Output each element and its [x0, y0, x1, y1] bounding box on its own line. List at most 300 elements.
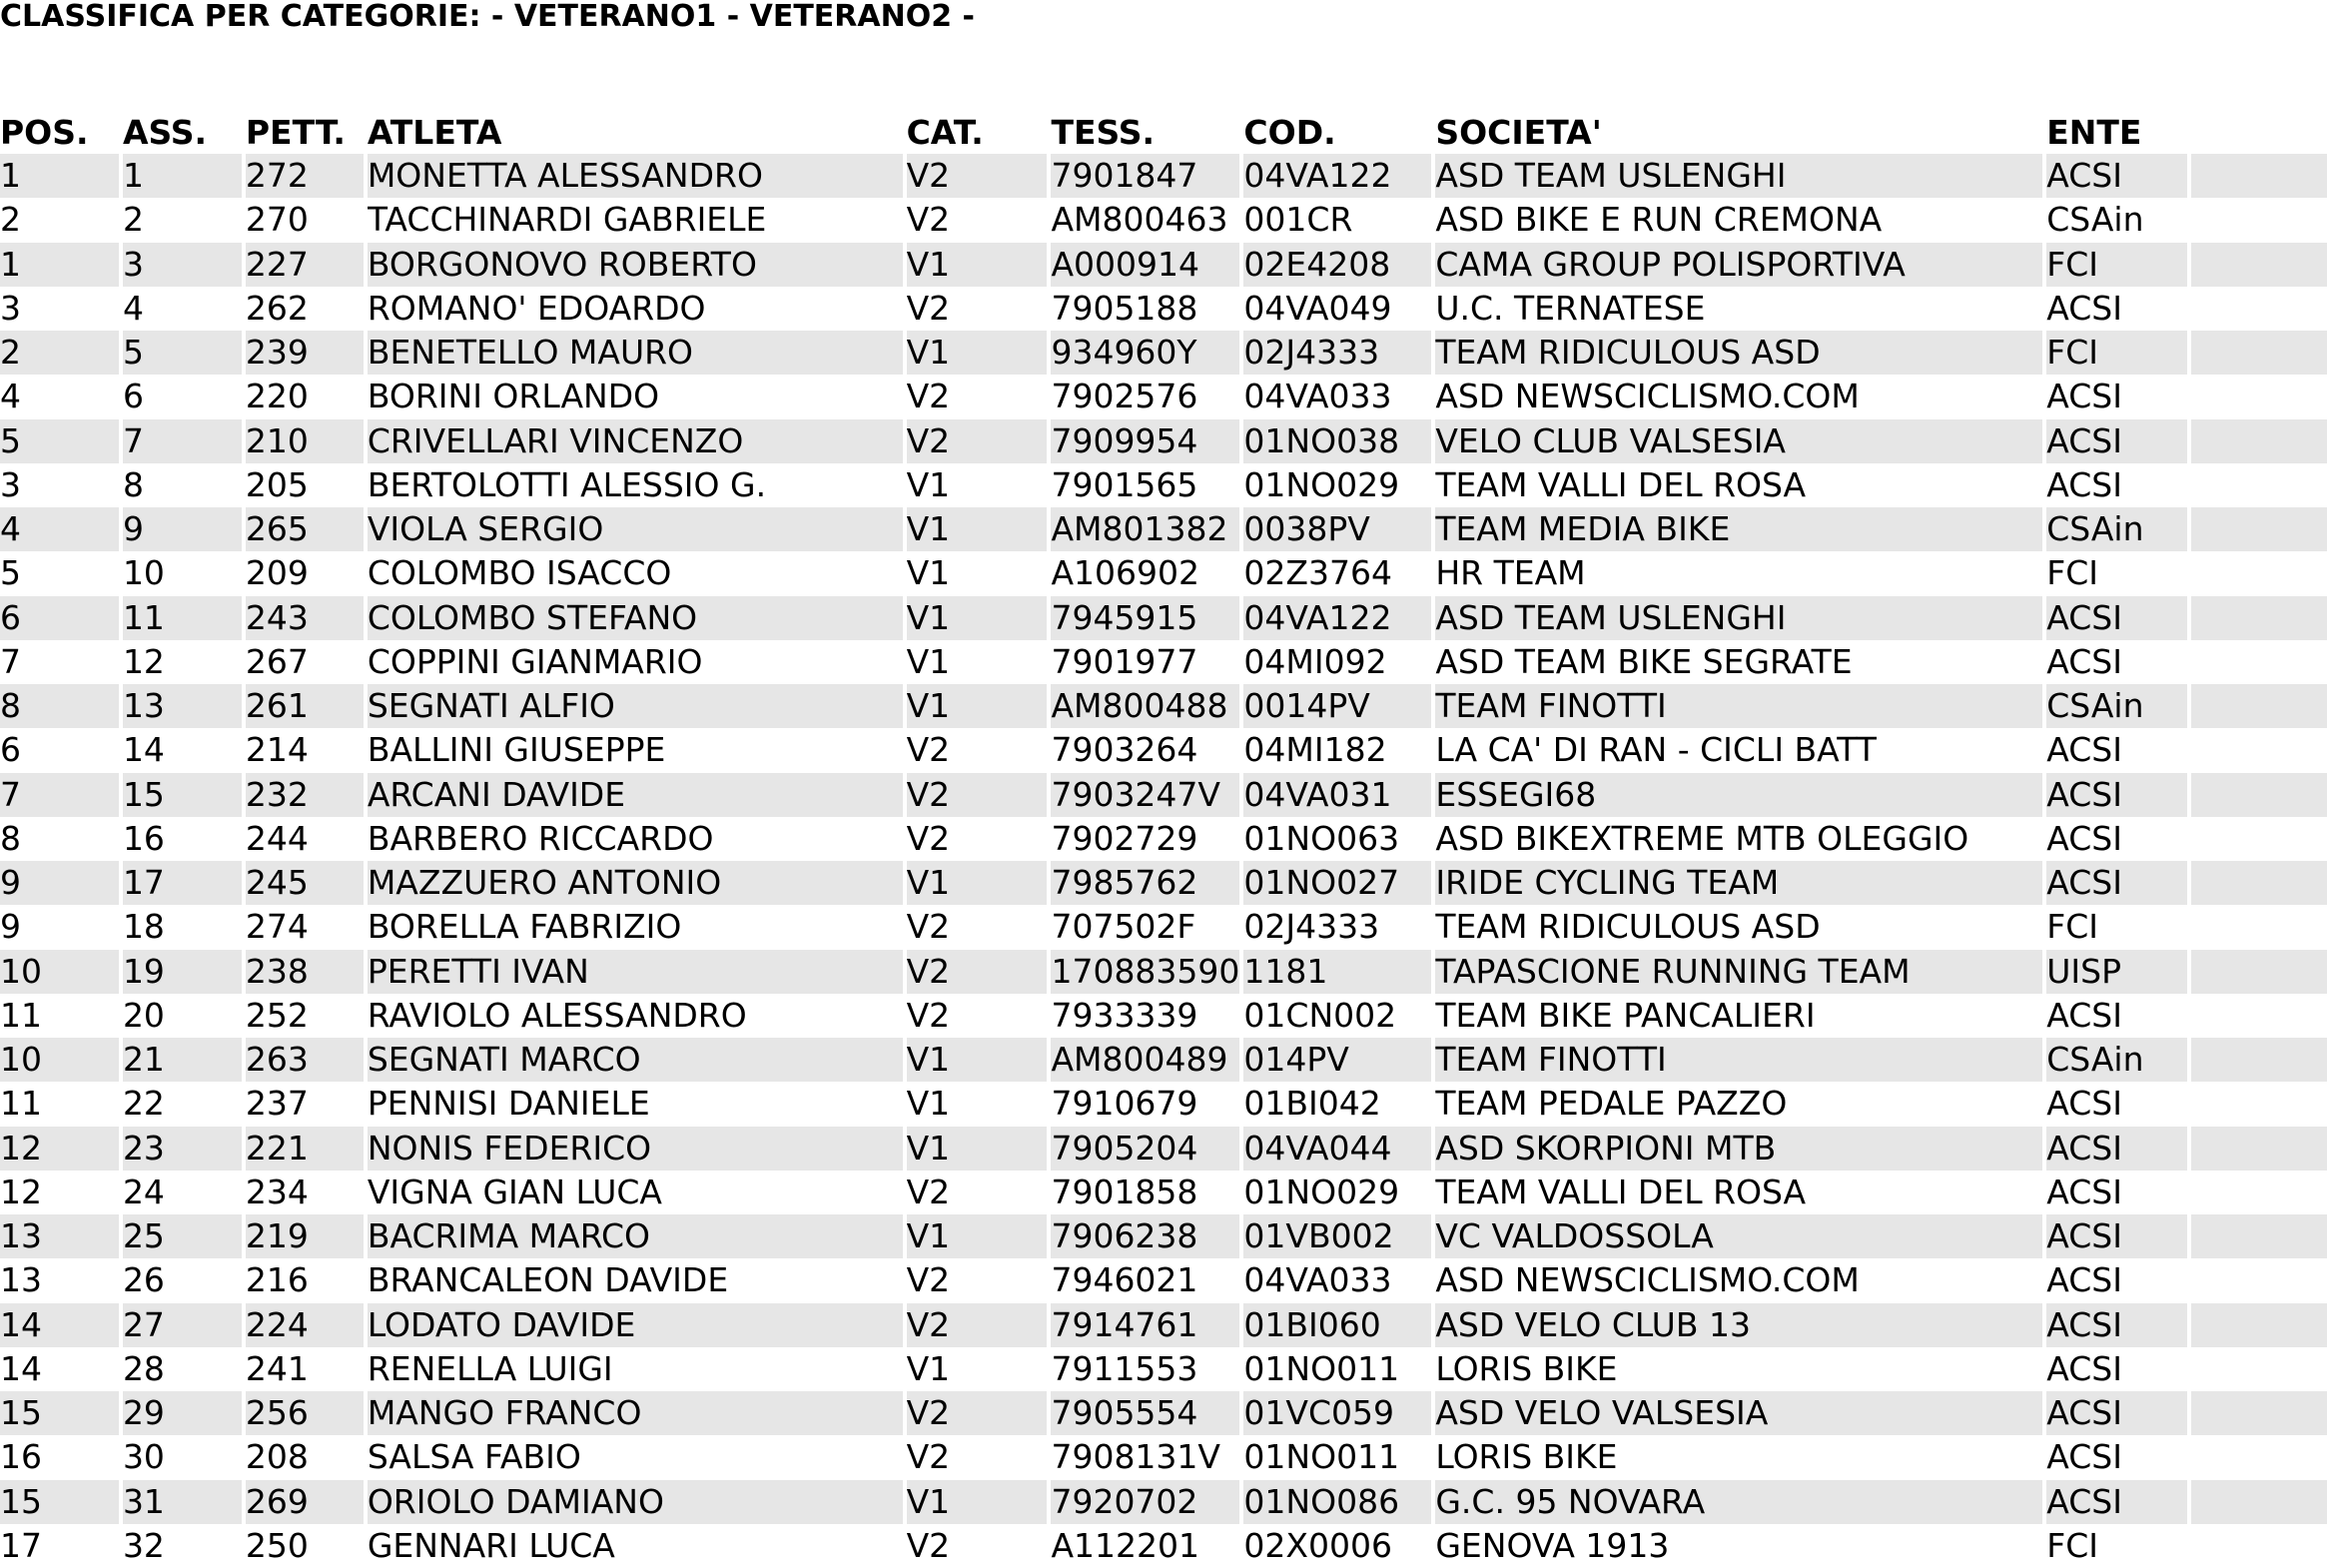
- cell-empty: [2191, 1480, 2331, 1524]
- cell-atleta: GENNARI LUCA: [368, 1524, 907, 1568]
- column-header-tess: TESS.: [1051, 113, 1156, 152]
- cell-societa: ASD BIKEXTREME MTB OLEGGIO: [1435, 817, 2046, 861]
- cell-cat: V2: [907, 1171, 1052, 1214]
- cell-empty: [2191, 1038, 2331, 1082]
- table-row: [0, 1391, 2331, 1435]
- cell-pett: 209: [246, 551, 368, 595]
- cell-ente: ACSI: [2046, 1082, 2191, 1126]
- cell-pos: 13: [0, 1214, 123, 1258]
- cell-societa: ASD TEAM BIKE SEGRATE: [1435, 640, 2046, 684]
- cell-tess: AM800489: [1051, 1038, 1243, 1082]
- cell-cat: V2: [907, 154, 1052, 198]
- cell-ass: 21: [123, 1038, 246, 1082]
- cell-cod: 01VC059: [1243, 1391, 1435, 1435]
- cell-pos: 15: [0, 1480, 123, 1524]
- cell-ass: 1: [123, 154, 246, 198]
- cell-ente: ACSI: [2046, 1258, 2191, 1302]
- cell-societa: HR TEAM: [1435, 551, 2046, 595]
- cell-tess: 7901977: [1051, 640, 1243, 684]
- column-header-ente: ENTE: [2046, 113, 2142, 152]
- cell-atleta: PERETTI IVAN: [368, 950, 907, 994]
- cell-pett: 239: [246, 331, 368, 375]
- cell-cod: 1181: [1243, 950, 1435, 994]
- cell-tess: AM801382: [1051, 507, 1243, 551]
- cell-tess: A106902: [1051, 551, 1243, 595]
- cell-ente: CSAin: [2046, 684, 2191, 728]
- cell-societa: U.C. TERNATESE: [1435, 287, 2046, 331]
- cell-societa: LA CA' DI RAN - CICLI BATT: [1435, 728, 2046, 772]
- cell-ass: 20: [123, 994, 246, 1038]
- cell-tess: AM800488: [1051, 684, 1243, 728]
- cell-cod: 02J4333: [1243, 905, 1435, 949]
- cell-societa: TEAM FINOTTI: [1435, 1038, 2046, 1082]
- cell-pos: 1: [0, 154, 123, 198]
- cell-ass: 19: [123, 950, 246, 994]
- cell-ass: 11: [123, 596, 246, 640]
- cell-societa: IRIDE CYCLING TEAM: [1435, 861, 2046, 905]
- cell-societa: ASD TEAM USLENGHI: [1435, 596, 2046, 640]
- cell-tess: 707502F: [1051, 905, 1243, 949]
- cell-tess: 7908131V: [1051, 1435, 1243, 1479]
- cell-cat: V1: [907, 1347, 1052, 1391]
- cell-tess: 170883590: [1051, 950, 1243, 994]
- cell-pett: 244: [246, 817, 368, 861]
- table-row: [0, 1082, 2331, 1126]
- cell-pett: 241: [246, 1347, 368, 1391]
- cell-empty: [2191, 243, 2331, 287]
- cell-tess: AM800463: [1051, 198, 1243, 242]
- cell-pett: 270: [246, 198, 368, 242]
- cell-pos: 12: [0, 1171, 123, 1214]
- column-header-cat: CAT.: [906, 113, 984, 152]
- cell-ente: FCI: [2046, 551, 2191, 595]
- cell-empty: [2191, 154, 2331, 198]
- cell-ente: ACSI: [2046, 1347, 2191, 1391]
- cell-atleta: NONIS FEDERICO: [368, 1127, 907, 1171]
- cell-ass: 25: [123, 1214, 246, 1258]
- cell-pett: 234: [246, 1171, 368, 1214]
- cell-empty: [2191, 507, 2331, 551]
- cell-cat: V2: [907, 1258, 1052, 1302]
- cell-tess: 7914761: [1051, 1303, 1243, 1347]
- cell-ente: ACSI: [2046, 596, 2191, 640]
- table-row: [0, 375, 2331, 418]
- cell-tess: 7911553: [1051, 1347, 1243, 1391]
- cell-pos: 8: [0, 817, 123, 861]
- cell-cod: 0014PV: [1243, 684, 1435, 728]
- cell-atleta: VIOLA SERGIO: [368, 507, 907, 551]
- table-row: [0, 1258, 2331, 1302]
- cell-ass: 17: [123, 861, 246, 905]
- table-row: [0, 243, 2331, 287]
- cell-tess: 7903247V: [1051, 773, 1243, 817]
- cell-societa: TEAM VALLI DEL ROSA: [1435, 463, 2046, 507]
- cell-pett: 219: [246, 1214, 368, 1258]
- cell-pos: 4: [0, 375, 123, 418]
- table-row: [0, 1347, 2331, 1391]
- column-header-ass: ASS.: [122, 113, 208, 152]
- cell-ass: 7: [123, 419, 246, 463]
- cell-ass: 26: [123, 1258, 246, 1302]
- cell-ente: ACSI: [2046, 375, 2191, 418]
- table-row: [0, 419, 2331, 463]
- cell-atleta: BRANCALEON DAVIDE: [368, 1258, 907, 1302]
- cell-pos: 11: [0, 1082, 123, 1126]
- cell-ente: ACSI: [2046, 154, 2191, 198]
- cell-ass: 8: [123, 463, 246, 507]
- cell-empty: [2191, 905, 2331, 949]
- table-row: [0, 1127, 2331, 1171]
- cell-pos: 2: [0, 331, 123, 375]
- cell-atleta: BORGONOVO ROBERTO: [368, 243, 907, 287]
- cell-empty: [2191, 728, 2331, 772]
- cell-pett: 267: [246, 640, 368, 684]
- cell-societa: ASD VELO CLUB 13: [1435, 1303, 2046, 1347]
- cell-cat: V1: [907, 640, 1052, 684]
- cell-atleta: BERTOLOTTI ALESSIO G.: [368, 463, 907, 507]
- cell-pos: 6: [0, 596, 123, 640]
- cell-cat: V1: [907, 861, 1052, 905]
- cell-pos: 5: [0, 551, 123, 595]
- cell-societa: GENOVA 1913: [1435, 1524, 2046, 1568]
- cell-cod: 014PV: [1243, 1038, 1435, 1082]
- cell-empty: [2191, 596, 2331, 640]
- cell-ente: ACSI: [2046, 994, 2191, 1038]
- cell-cat: V1: [907, 1480, 1052, 1524]
- cell-ente: ACSI: [2046, 1171, 2191, 1214]
- cell-empty: [2191, 994, 2331, 1038]
- cell-cod: 04VA033: [1243, 1258, 1435, 1302]
- cell-societa: TEAM MEDIA BIKE: [1435, 507, 2046, 551]
- cell-atleta: SEGNATI ALFIO: [368, 684, 907, 728]
- cell-ente: ACSI: [2046, 817, 2191, 861]
- cell-empty: [2191, 1524, 2331, 1568]
- cell-cod: 01VB002: [1243, 1214, 1435, 1258]
- table-row: [0, 817, 2331, 861]
- results-table: [0, 106, 2331, 1568]
- cell-empty: [2191, 1347, 2331, 1391]
- cell-cod: 001CR: [1243, 198, 1435, 242]
- table-row: [0, 950, 2331, 994]
- cell-ente: CSAin: [2046, 198, 2191, 242]
- cell-societa: VC VALDOSSOLA: [1435, 1214, 2046, 1258]
- cell-cat: V2: [907, 198, 1052, 242]
- table-row: [0, 1524, 2331, 1568]
- cell-pos: 15: [0, 1391, 123, 1435]
- cell-pett: 261: [246, 684, 368, 728]
- cell-cat: V2: [907, 950, 1052, 994]
- cell-ente: ACSI: [2046, 1391, 2191, 1435]
- cell-cat: V1: [907, 596, 1052, 640]
- cell-atleta: SEGNATI MARCO: [368, 1038, 907, 1082]
- cell-ente: FCI: [2046, 905, 2191, 949]
- cell-pos: 10: [0, 1038, 123, 1082]
- cell-atleta: RAVIOLO ALESSANDRO: [368, 994, 907, 1038]
- cell-pett: 252: [246, 994, 368, 1038]
- column-header-pos: POS.: [0, 113, 89, 152]
- cell-pett: 263: [246, 1038, 368, 1082]
- cell-cod: 01BI060: [1243, 1303, 1435, 1347]
- cell-empty: [2191, 640, 2331, 684]
- cell-tess: 7903264: [1051, 728, 1243, 772]
- cell-ente: UISP: [2046, 950, 2191, 994]
- cell-cat: V1: [907, 1038, 1052, 1082]
- cell-pos: 9: [0, 905, 123, 949]
- cell-cod: 02X0006: [1243, 1524, 1435, 1568]
- column-header-societa: SOCIETA': [1435, 113, 1602, 152]
- cell-atleta: PENNISI DANIELE: [368, 1082, 907, 1126]
- cell-cat: V2: [907, 1435, 1052, 1479]
- cell-societa: G.C. 95 NOVARA: [1435, 1480, 2046, 1524]
- table-row: [0, 331, 2331, 375]
- cell-cat: V1: [907, 1214, 1052, 1258]
- column-header-cod: COD.: [1243, 113, 1336, 152]
- cell-ente: ACSI: [2046, 1303, 2191, 1347]
- cell-empty: [2191, 817, 2331, 861]
- cell-pos: 6: [0, 728, 123, 772]
- cell-pos: 3: [0, 463, 123, 507]
- cell-pos: 7: [0, 773, 123, 817]
- cell-pos: 5: [0, 419, 123, 463]
- cell-tess: 7905554: [1051, 1391, 1243, 1435]
- cell-pett: 227: [246, 243, 368, 287]
- cell-ente: FCI: [2046, 1524, 2191, 1568]
- cell-cat: V1: [907, 684, 1052, 728]
- cell-ass: 9: [123, 507, 246, 551]
- cell-atleta: BENETELLO MAURO: [368, 331, 907, 375]
- cell-pos: 1: [0, 243, 123, 287]
- cell-ass: 15: [123, 773, 246, 817]
- cell-atleta: COPPINI GIANMARIO: [368, 640, 907, 684]
- cell-cat: V2: [907, 1303, 1052, 1347]
- cell-societa: VELO CLUB VALSESIA: [1435, 419, 2046, 463]
- cell-empty: [2191, 1391, 2331, 1435]
- cell-empty: [2191, 419, 2331, 463]
- cell-ente: ACSI: [2046, 773, 2191, 817]
- cell-ass: 24: [123, 1171, 246, 1214]
- cell-cat: V2: [907, 728, 1052, 772]
- table-row: [0, 1303, 2331, 1347]
- cell-cod: 04VA044: [1243, 1127, 1435, 1171]
- cell-ente: FCI: [2046, 243, 2191, 287]
- cell-tess: 7906238: [1051, 1214, 1243, 1258]
- cell-cat: V1: [907, 1127, 1052, 1171]
- cell-ass: 30: [123, 1435, 246, 1479]
- cell-societa: TEAM RIDICULOUS ASD: [1435, 905, 2046, 949]
- cell-cod: 0038PV: [1243, 507, 1435, 551]
- cell-cat: V2: [907, 905, 1052, 949]
- column-header-empty: [2191, 106, 2331, 154]
- cell-tess: 7920702: [1051, 1480, 1243, 1524]
- cell-pett: 272: [246, 154, 368, 198]
- cell-pos: 2: [0, 198, 123, 242]
- table-row: [0, 773, 2331, 817]
- cell-cod: 01NO029: [1243, 463, 1435, 507]
- cell-atleta: ROMANO' EDOARDO: [368, 287, 907, 331]
- cell-pett: 224: [246, 1303, 368, 1347]
- cell-tess: 7945915: [1051, 596, 1243, 640]
- cell-pett: 216: [246, 1258, 368, 1302]
- cell-cat: V2: [907, 817, 1052, 861]
- cell-ass: 23: [123, 1127, 246, 1171]
- cell-societa: LORIS BIKE: [1435, 1435, 2046, 1479]
- cell-ente: ACSI: [2046, 1435, 2191, 1479]
- table-row: [0, 463, 2331, 507]
- cell-atleta: TACCHINARDI GABRIELE: [368, 198, 907, 242]
- cell-atleta: BALLINI GIUSEPPE: [368, 728, 907, 772]
- column-header-atleta: ATLETA: [367, 113, 502, 152]
- table-row: [0, 198, 2331, 242]
- cell-cat: V2: [907, 773, 1052, 817]
- cell-tess: 7901847: [1051, 154, 1243, 198]
- cell-cod: 04VA033: [1243, 375, 1435, 418]
- cell-ente: ACSI: [2046, 640, 2191, 684]
- cell-empty: [2191, 950, 2331, 994]
- cell-tess: 7905204: [1051, 1127, 1243, 1171]
- cell-pos: 17: [0, 1524, 123, 1568]
- cell-atleta: RENELLA LUIGI: [368, 1347, 907, 1391]
- cell-atleta: BORELLA FABRIZIO: [368, 905, 907, 949]
- cell-cat: V2: [907, 375, 1052, 418]
- cell-ass: 16: [123, 817, 246, 861]
- cell-ente: ACSI: [2046, 419, 2191, 463]
- cell-cod: 02E4208: [1243, 243, 1435, 287]
- table-row: [0, 507, 2331, 551]
- cell-societa: ESSEGI68: [1435, 773, 2046, 817]
- cell-pett: 243: [246, 596, 368, 640]
- cell-empty: [2191, 287, 2331, 331]
- cell-cod: 02Z3764: [1243, 551, 1435, 595]
- cell-atleta: ARCANI DAVIDE: [368, 773, 907, 817]
- cell-ass: 29: [123, 1391, 246, 1435]
- cell-atleta: MANGO FRANCO: [368, 1391, 907, 1435]
- cell-cod: 04VA031: [1243, 773, 1435, 817]
- table-header-row: [0, 106, 2331, 154]
- cell-tess: 7985762: [1051, 861, 1243, 905]
- table-row: [0, 728, 2331, 772]
- table-row: [0, 596, 2331, 640]
- cell-pett: 205: [246, 463, 368, 507]
- cell-empty: [2191, 773, 2331, 817]
- cell-ass: 28: [123, 1347, 246, 1391]
- cell-empty: [2191, 551, 2331, 595]
- cell-societa: TEAM BIKE PANCALIERI: [1435, 994, 2046, 1038]
- cell-cat: V1: [907, 551, 1052, 595]
- cell-tess: A112201: [1051, 1524, 1243, 1568]
- cell-empty: [2191, 1303, 2331, 1347]
- cell-ass: 31: [123, 1480, 246, 1524]
- cell-atleta: BORINI ORLANDO: [368, 375, 907, 418]
- cell-atleta: COLOMBO STEFANO: [368, 596, 907, 640]
- cell-tess: 7901858: [1051, 1171, 1243, 1214]
- cell-empty: [2191, 1435, 2331, 1479]
- cell-pett: 238: [246, 950, 368, 994]
- cell-cat: V2: [907, 1524, 1052, 1568]
- cell-pett: 221: [246, 1127, 368, 1171]
- cell-ente: ACSI: [2046, 1480, 2191, 1524]
- cell-pett: 232: [246, 773, 368, 817]
- cell-pos: 10: [0, 950, 123, 994]
- cell-societa: ASD NEWSCICLISMO.COM: [1435, 1258, 2046, 1302]
- cell-ass: 22: [123, 1082, 246, 1126]
- cell-ente: ACSI: [2046, 728, 2191, 772]
- cell-ente: CSAin: [2046, 507, 2191, 551]
- cell-societa: TEAM FINOTTI: [1435, 684, 2046, 728]
- cell-cod: 01CN002: [1243, 994, 1435, 1038]
- cell-pos: 14: [0, 1303, 123, 1347]
- cell-atleta: MAZZUERO ANTONIO: [368, 861, 907, 905]
- cell-atleta: MONETTA ALESSANDRO: [368, 154, 907, 198]
- cell-atleta: COLOMBO ISACCO: [368, 551, 907, 595]
- cell-cod: 01NO063: [1243, 817, 1435, 861]
- cell-pos: 16: [0, 1435, 123, 1479]
- cell-cat: V1: [907, 331, 1052, 375]
- cell-atleta: CRIVELLARI VINCENZO: [368, 419, 907, 463]
- cell-pos: 7: [0, 640, 123, 684]
- cell-cod: 04VA122: [1243, 154, 1435, 198]
- cell-atleta: LODATO DAVIDE: [368, 1303, 907, 1347]
- cell-ente: ACSI: [2046, 1214, 2191, 1258]
- cell-pett: 220: [246, 375, 368, 418]
- cell-pett: 269: [246, 1480, 368, 1524]
- cell-empty: [2191, 463, 2331, 507]
- cell-ente: FCI: [2046, 331, 2191, 375]
- cell-tess: 7946021: [1051, 1258, 1243, 1302]
- cell-atleta: SALSA FABIO: [368, 1435, 907, 1479]
- cell-ass: 18: [123, 905, 246, 949]
- cell-societa: ASD VELO VALSESIA: [1435, 1391, 2046, 1435]
- cell-atleta: BACRIMA MARCO: [368, 1214, 907, 1258]
- cell-pett: 208: [246, 1435, 368, 1479]
- cell-pett: 265: [246, 507, 368, 551]
- cell-pett: 214: [246, 728, 368, 772]
- cell-ass: 14: [123, 728, 246, 772]
- cell-societa: ASD BIKE E RUN CREMONA: [1435, 198, 2046, 242]
- cell-tess: 7933339: [1051, 994, 1243, 1038]
- table-row: [0, 1435, 2331, 1479]
- cell-cod: 04MI182: [1243, 728, 1435, 772]
- cell-cod: 04VA122: [1243, 596, 1435, 640]
- cell-ente: CSAin: [2046, 1038, 2191, 1082]
- cell-empty: [2191, 1127, 2331, 1171]
- cell-ass: 13: [123, 684, 246, 728]
- results-body: [0, 154, 2331, 1568]
- cell-societa: ASD SKORPIONI MTB: [1435, 1127, 2046, 1171]
- cell-empty: [2191, 1258, 2331, 1302]
- cell-cod: 01BI042: [1243, 1082, 1435, 1126]
- cell-cat: V1: [907, 243, 1052, 287]
- cell-cod: 04VA049: [1243, 287, 1435, 331]
- cell-tess: 7905188: [1051, 287, 1243, 331]
- cell-atleta: VIGNA GIAN LUCA: [368, 1171, 907, 1214]
- cell-ass: 12: [123, 640, 246, 684]
- cell-ass: 6: [123, 375, 246, 418]
- cell-cod: 01NO011: [1243, 1347, 1435, 1391]
- table-row: [0, 154, 2331, 198]
- table-row: [0, 287, 2331, 331]
- cell-cat: V1: [907, 463, 1052, 507]
- table-row: [0, 1171, 2331, 1214]
- cell-cat: V2: [907, 287, 1052, 331]
- cell-pos: 12: [0, 1127, 123, 1171]
- cell-societa: LORIS BIKE: [1435, 1347, 2046, 1391]
- cell-cat: V1: [907, 507, 1052, 551]
- cell-pos: 9: [0, 861, 123, 905]
- cell-empty: [2191, 198, 2331, 242]
- cell-cod: 01NO027: [1243, 861, 1435, 905]
- cell-pett: 256: [246, 1391, 368, 1435]
- cell-cod: 01NO029: [1243, 1171, 1435, 1214]
